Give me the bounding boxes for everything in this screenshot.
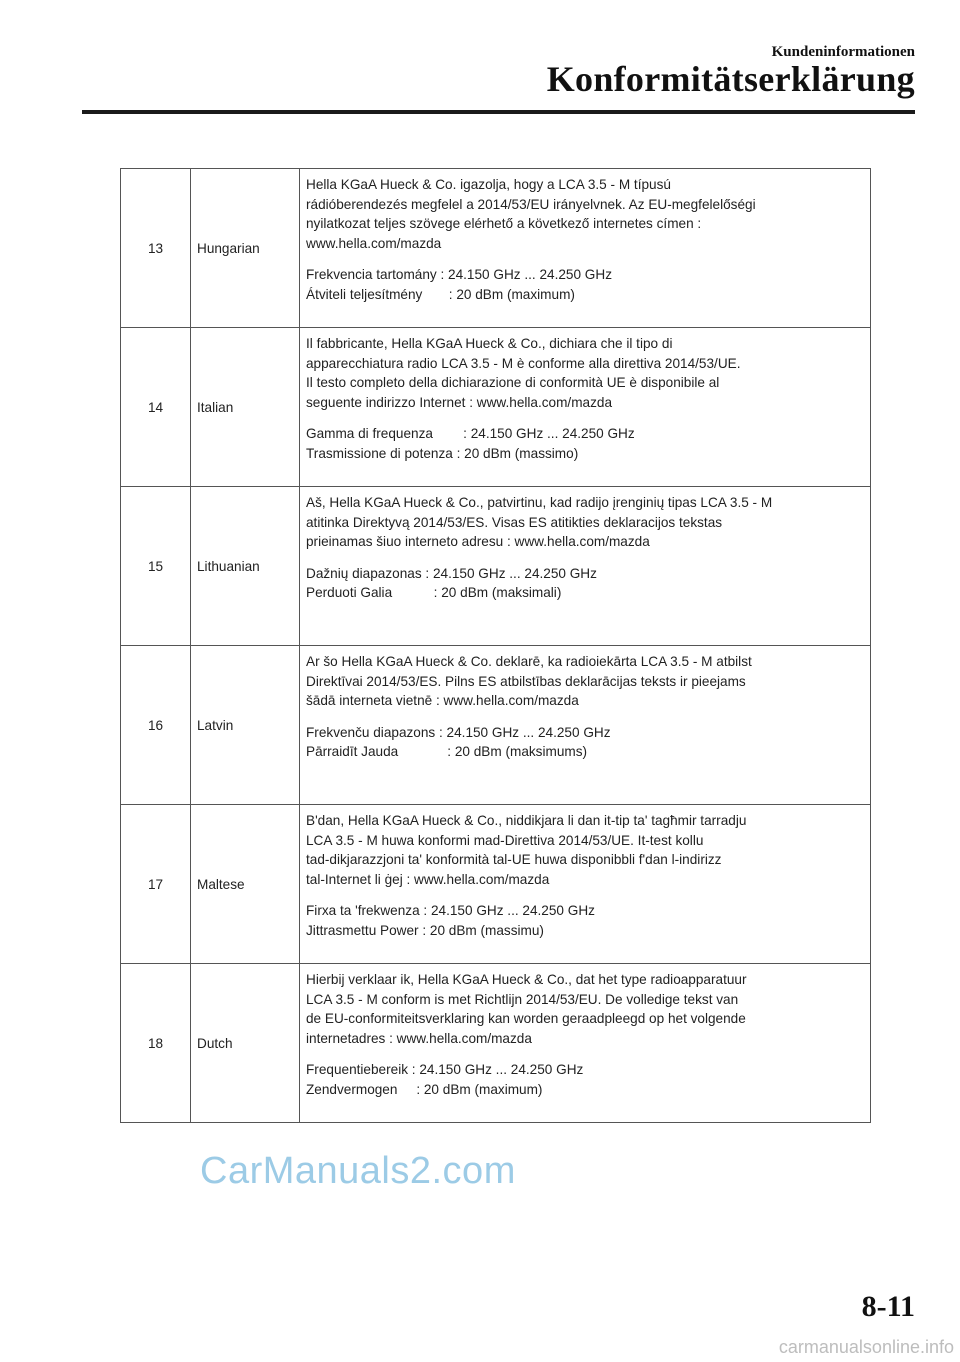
statement-line: B'dan, Hella KGaA Hueck & Co., niddikjara li dan it-tip ta' tagħmir tarradju (306, 813, 747, 828)
row-language: Maltese (191, 805, 300, 964)
statement-line: Ar šo Hella KGaA Hueck & Co. deklarē, ka radioiekārta LCA 3.5 - M atbilst (306, 654, 752, 669)
row-declaration-text (300, 487, 871, 646)
frequency-info (306, 424, 862, 463)
statement-line: Il fabbricante, Hella KGaA Hueck & Co., dichiara che il tipo di (306, 336, 673, 351)
table-row (121, 805, 871, 964)
row-language: Lithuanian (191, 487, 300, 646)
statement-line: www.hella.com/mazda (306, 235, 442, 251)
table-row (121, 169, 871, 328)
row-declaration-text (300, 964, 871, 1123)
declaration-table-body (121, 169, 871, 1123)
declaration-statement (306, 652, 862, 711)
statement-line: atitinka Direktyvą 2014/53/ES. Visas ES atitikties deklaracijos tekstas (306, 514, 723, 530)
statement-line: Hierbij verklaar ik, Hella KGaA Hueck & Co., dat het type radioapparatuur (306, 972, 747, 987)
row-declaration-text (300, 328, 871, 487)
frequency-line: Átviteli teljesítmény : 20 dBm (maximum) (306, 286, 575, 302)
row-number: 14 (121, 328, 191, 487)
frequency-line: Trasmissione di potenza : 20 dBm (massimo) (306, 445, 579, 461)
statement-line: Hella KGaA Hueck & Co. igazolja, hogy a LCA 3.5 - M típusú (306, 177, 671, 192)
frequency-line: Jittrasmettu Power : 20 dBm (massimu) (306, 922, 544, 938)
frequency-line: Perduoti Galia : 20 dBm (maksimali) (306, 585, 562, 600)
row-language: Italian (191, 328, 300, 487)
row-declaration-text (300, 646, 871, 805)
declaration-table (120, 168, 871, 1123)
row-language: Latvin (191, 646, 300, 805)
row-number: 17 (121, 805, 191, 964)
statement-line: de EU-conformiteitsverklaring kan worden geraadpleegd op het volgende (306, 1011, 746, 1026)
statement-line: rádióberendezés megfelel a 2014/53/EU irányelvnek. Az EU-megfelelőségi (306, 196, 756, 212)
row-number: 15 (121, 487, 191, 646)
frequency-line: Dažnių diapazonas : 24.150 GHz ... 24.250 GHz (306, 565, 597, 581)
declaration-statement (306, 811, 862, 889)
statement-line: apparecchiatura radio LCA 3.5 - M è conforme alla direttiva 2014/53/UE. (306, 355, 741, 371)
statement-line: nyilatkozat teljes szövege elérhető a következő internetes címen : (306, 216, 702, 231)
frequency-line: Zendvermogen : 20 dBm (maximum) (306, 1081, 543, 1097)
frequency-line: Firxa ta 'frekwenza : 24.150 GHz ... 24.250 GHz (306, 903, 595, 918)
row-declaration-text (300, 169, 871, 328)
watermark: CarManuals2.com (200, 1150, 516, 1192)
frequency-line: Gamma di frequenza : 24.150 GHz ... 24.250 GHz (306, 426, 635, 441)
statement-line: tal-Internet li ġej : www.hella.com/mazda (306, 871, 550, 887)
statement-line: LCA 3.5 - M huwa konformi mad-Direttiva 2014/53/UE. It-test kollu (306, 832, 704, 848)
row-number: 13 (121, 169, 191, 328)
table-row (121, 646, 871, 805)
frequency-info (306, 564, 862, 603)
declaration-statement (306, 970, 862, 1048)
page-number: 8-11 (861, 1290, 915, 1323)
row-number: 18 (121, 964, 191, 1123)
declaration-statement (306, 175, 862, 253)
section-label: Kundeninformationen (771, 44, 915, 60)
table-row (121, 487, 871, 646)
declaration-statement (306, 334, 862, 412)
statement-line: seguente indirizzo Internet : www.hella.com/mazda (306, 394, 613, 410)
statement-line: Il testo completo della dichiarazione di conformità UE è disponibile al (306, 375, 720, 390)
row-language: Hungarian (191, 169, 300, 328)
frequency-line: Frekvenču diapazons : 24.150 GHz ... 24.250 GHz (306, 724, 611, 740)
frequency-info (306, 1060, 862, 1099)
statement-line: prieinamas šiuo interneto adresu : www.hella.com/mazda (306, 534, 650, 549)
header-rule (82, 110, 915, 114)
frequency-info (306, 901, 862, 940)
frequency-line: Frequentiebereik : 24.150 GHz ... 24.250 GHz (306, 1062, 584, 1077)
statement-line: Aš, Hella KGaA Hueck & Co., patvirtinu, kad radijo įrenginių tipas LCA 3.5 - M (306, 495, 773, 510)
row-language: Dutch (191, 964, 300, 1123)
table-row (121, 328, 871, 487)
statement-line: internetadres : www.hella.com/mazda (306, 1030, 532, 1046)
statement-line: Direktīvai 2014/53/ES. Pilns ES atbilstības deklarācijas teksts ir pieejams (306, 673, 746, 689)
page-title: Konformitätserklärung (546, 59, 915, 99)
declaration-statement (306, 493, 862, 552)
statement-line: šādā interneta vietnē : www.hella.com/mazda (306, 693, 579, 708)
row-number: 16 (121, 646, 191, 805)
table-row (121, 964, 871, 1123)
row-declaration-text (300, 805, 871, 964)
footer-url: carmanualsonline.info (778, 1337, 954, 1357)
frequency-line: Frekvencia tartomány : 24.150 GHz ... 24.250 GHz (306, 267, 612, 282)
statement-line: LCA 3.5 - M conform is met Richtlijn 2014/53/EU. De volledige tekst van (306, 991, 739, 1007)
frequency-info (306, 265, 862, 304)
statement-line: tad-dikjarazzjoni ta' konformità tal-UE huwa disponibbli f'dan l-indirizz (306, 852, 722, 867)
frequency-info (306, 723, 862, 762)
frequency-line: Pārraidīt Jauda : 20 dBm (maksimums) (306, 744, 588, 759)
